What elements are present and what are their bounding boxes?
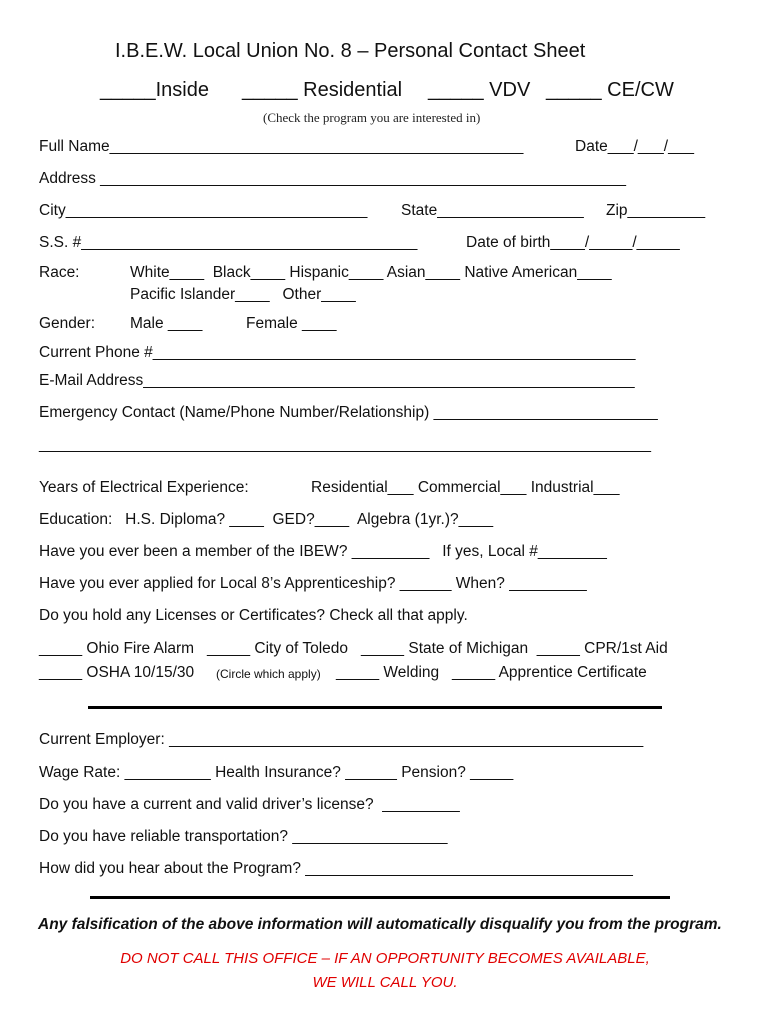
- program-referral-field[interactable]: How did you hear about the Program? ______________________________________: [39, 860, 633, 877]
- emergency-contact-field[interactable]: Emergency Contact (Name/Phone Number/Relationship) __________________________: [39, 404, 658, 421]
- ibew-member-field[interactable]: Have you ever been a member of the IBEW? _________ If yes, Local #________: [39, 543, 607, 560]
- licenses-osha-note: (Circle which apply): [216, 667, 321, 681]
- email-field[interactable]: E-Mail Address_________________________________________________________: [39, 372, 635, 389]
- applied-apprenticeship-field[interactable]: Have you ever applied for Local 8’s Apprenticeship? ______ When? _________: [39, 575, 587, 592]
- ssn-field[interactable]: S.S. #_______________________________________: [39, 234, 418, 251]
- experience-options[interactable]: Residential___ Commercial___ Industrial___: [311, 479, 620, 496]
- page-title: I.B.E.W. Local Union No. 8 – Personal Contact Sheet: [115, 40, 586, 62]
- program-inside[interactable]: _____Inside: [100, 79, 209, 101]
- education-field[interactable]: Education: H.S. Diploma? ____ GED?____ Algebra (1yr.)?____: [39, 511, 494, 528]
- race-options-row1[interactable]: White____ Black____ Hispanic____ Asian____ Native American____: [130, 264, 612, 281]
- gender-label: Gender:: [39, 315, 96, 332]
- transportation-field[interactable]: Do you have reliable transportation? __________________: [39, 828, 448, 845]
- zip-field[interactable]: Zip_________: [606, 202, 706, 219]
- date-of-birth-field[interactable]: Date of birth____/_____/_____: [466, 234, 680, 251]
- program-ce-cw[interactable]: _____ CE/CW: [546, 79, 674, 101]
- section-divider-2: [90, 896, 670, 899]
- emergency-contact-line2[interactable]: _______________________________________________________________________: [39, 436, 652, 453]
- date-field[interactable]: Date___/___/___: [575, 138, 694, 155]
- drivers-license-field[interactable]: Do you have a current and valid driver’s license? _________: [39, 796, 460, 813]
- state-field[interactable]: State_________________: [401, 202, 584, 219]
- licenses-row-1[interactable]: _____ Ohio Fire Alarm _____ City of Toledo _____ State of Michigan _____ CPR/1st Aid: [39, 640, 668, 657]
- licenses-row-2[interactable]: _____ Welding _____ Apprentice Certificate: [336, 664, 647, 681]
- section-divider-1: [88, 706, 662, 709]
- experience-label: Years of Electrical Experience:: [39, 479, 249, 496]
- current-employer-field[interactable]: Current Employer: _______________________________________________________: [39, 731, 644, 748]
- address-field[interactable]: Address _____________________________________________________________: [39, 170, 627, 187]
- do-not-call-notice: DO NOT CALL THIS OFFICE – IF AN OPPORTUNITY BECOMES AVAILABLE,: [120, 950, 650, 967]
- city-field[interactable]: City___________________________________: [39, 202, 368, 219]
- we-will-call-notice: WE WILL CALL YOU.: [312, 974, 458, 991]
- licenses-question: Do you hold any Licenses or Certificates? Check all that apply.: [39, 607, 468, 624]
- program-residential[interactable]: _____ Residential: [242, 79, 403, 101]
- full-name-field[interactable]: Full Name________________________________________________: [39, 138, 524, 155]
- phone-field[interactable]: Current Phone #________________________________________________________: [39, 344, 636, 361]
- wage-rate-field[interactable]: Wage Rate: __________ Health Insurance? ______ Pension? _____: [39, 764, 514, 781]
- program-note: (Check the program you are interested in): [263, 110, 481, 125]
- gender-female-field[interactable]: Female ____: [246, 315, 337, 332]
- race-label: Race:: [39, 264, 80, 281]
- program-vdv[interactable]: _____ VDV: [428, 79, 531, 101]
- falsification-warning: Any falsification of the above information will automatically disqualify you from the program.: [38, 916, 722, 933]
- gender-male-field[interactable]: Male ____: [130, 315, 203, 332]
- licenses-osha[interactable]: _____ OSHA 10/15/30: [39, 664, 195, 681]
- race-options-row2[interactable]: Pacific Islander____ Other____: [130, 286, 356, 303]
